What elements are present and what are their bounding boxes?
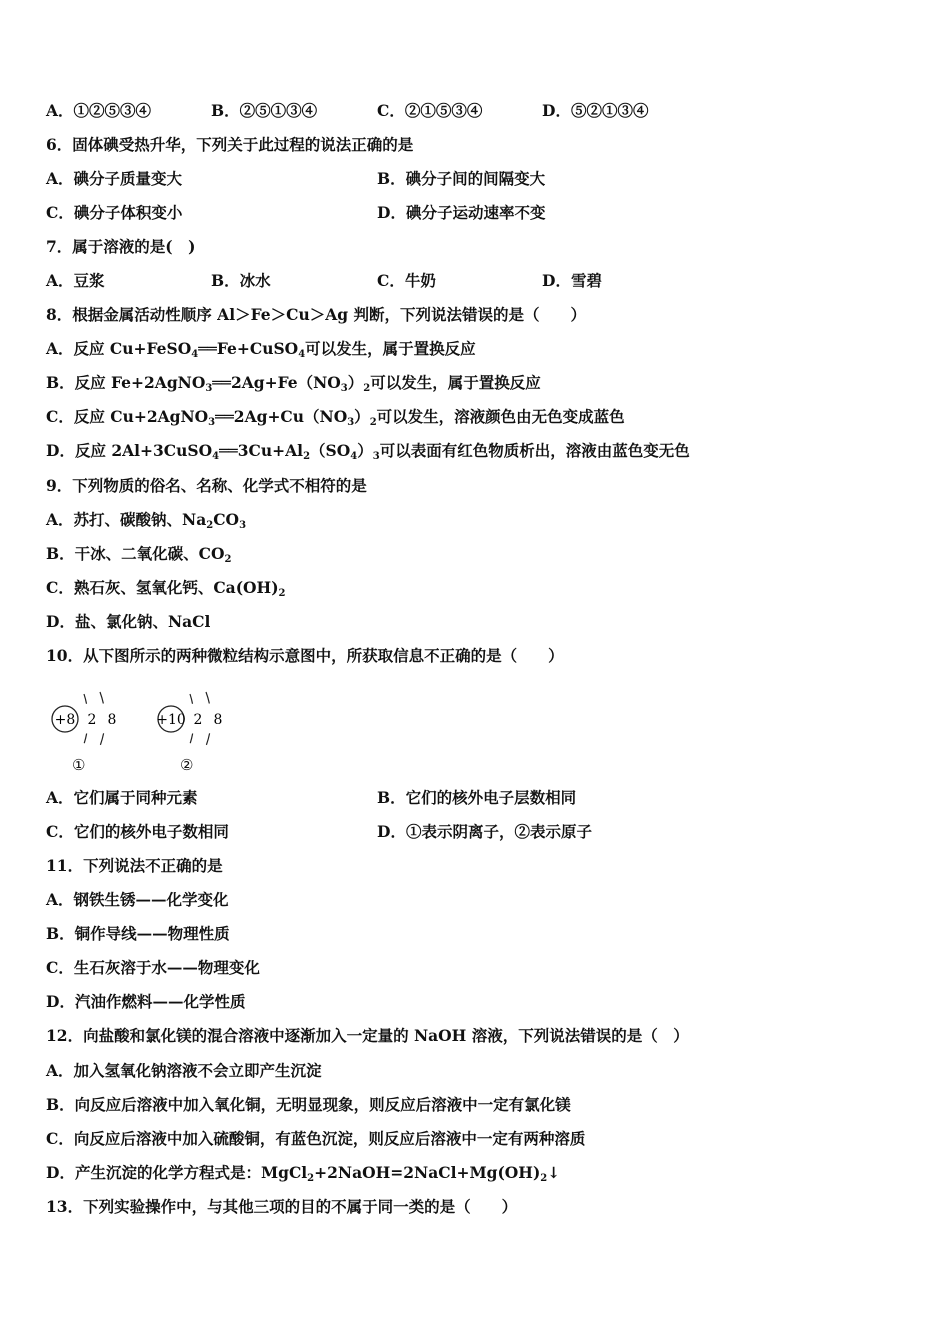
atom1-shell1: 2 — [87, 712, 97, 728]
q11-stem: 11．下列说法不正确的是 — [46, 856, 223, 875]
q7-option-a: A．豆浆 — [46, 271, 105, 290]
q10-option-c: C．它们的核外电子数相同 — [46, 822, 229, 841]
q8-option-c: C．反应 $Cu+2AgNO_3══2Ag+Cu(NO_3)_2$可以发生，溶液颜色由无色变成蓝色 — [46, 407, 625, 428]
atom1-shell2: 8 — [107, 712, 117, 728]
q10-option-b: B．它们的核外电子层数相同 — [377, 788, 577, 807]
q7-option-c: C．牛奶 — [377, 271, 436, 290]
q12-option-a: A．加入氢氧化钠溶液不会立即产生沉淀 — [46, 1061, 322, 1080]
q7-option-d: D．雪碧 — [542, 271, 602, 290]
q9-option-b: B．干冰、二氧化碳、$CO_2$ — [46, 544, 232, 565]
q8-stem: 8．根据金属活动性顺序 Al＞Fe＞Cu＞Ag 判断，下列说法错误的是（ ） — [46, 305, 586, 324]
q9-option-d: D．盐、氯化钠、NaCl — [46, 612, 211, 631]
q12-option-d: D．产生沉淀的化学方程式是：$MgCl_2+2NaOH=2NaCl+Mg(OH)_2↓$ — [46, 1163, 561, 1184]
q6-option-b: B．碘分子间的间隔变大 — [377, 169, 546, 188]
atom2-label: ② — [180, 756, 194, 774]
q10-stem: 10．从下图所示的两种微粒结构示意图中，所获取信息不正确的是（ ） — [46, 646, 564, 665]
atom2-shell1: 2 — [193, 712, 203, 728]
q12-option-b: B．向反应后溶液中加入氧化铜，无明显现象，则反应后溶液中一定有氯化镁 — [46, 1095, 571, 1114]
q6-option-a: A．碘分子质量变大 — [46, 169, 183, 188]
q9-option-c: C．熟石灰、氢氧化钙、$Ca(OH)_2$ — [46, 578, 286, 599]
q12-stem: 12．向盐酸和氯化镁的混合溶液中逐渐加入一定量的 NaOH 溶液，下列说法错误的是（ ） — [46, 1026, 689, 1045]
atom1-nucleus: +8 — [54, 712, 76, 728]
q10-option-a: A．它们属于同种元素 — [46, 788, 198, 807]
q6-option-d: D．碘分子运动速率不变 — [377, 203, 546, 222]
q11-option-d: D．汽油作燃料——化学性质 — [46, 992, 246, 1011]
q5-option-b: B．②⑤①③④ — [211, 101, 318, 120]
q12-option-c: C．向反应后溶液中加入硫酸铜，有蓝色沉淀，则反应后溶液中一定有两种溶质 — [46, 1129, 586, 1148]
q7-option-b: B．冰水 — [211, 271, 271, 290]
q8-option-a: A．反应 Cu+FeSO$_4$══Fe+CuSO$_4$可以发生，属于置换反应 — [46, 339, 476, 360]
q8-option-d: D．反应 $2Al+3CuSO_4══3Cu+Al_2(SO_4)_3$可以表面有红色物质析出，溶液由蓝色变无色 — [46, 441, 690, 462]
atom2-shell2: 8 — [213, 712, 223, 728]
q6-option-c: C．碘分子体积变小 — [46, 203, 183, 222]
q5-option-d: D．⑤②①③④ — [542, 101, 649, 120]
q11-option-c: C．生石灰溶于水——物理变化 — [46, 958, 260, 977]
q7-stem: 7．属于溶液的是( ) — [46, 237, 196, 256]
atom-diagram-2 — [154, 690, 234, 754]
q11-option-b: B．铜作导线——物理性质 — [46, 924, 230, 943]
q5-option-c: C．②①⑤③④ — [377, 101, 483, 120]
q13-stem: 13．下列实验操作中，与其他三项的目的不属于同一类的是（ ） — [46, 1197, 518, 1216]
q10-option-d: D．①表示阴离子，②表示原子 — [377, 822, 592, 841]
q8-option-b: B．反应 $Fe+2AgNO_3══2Ag+Fe(NO_3)_2$可以发生，属于置换反应 — [46, 373, 541, 394]
q5-option-a: A．①②⑤③④ — [46, 101, 152, 120]
q9-stem: 9．下列物质的俗名、名称、化学式不相符的是 — [46, 476, 367, 495]
atom1-label: ① — [72, 756, 86, 774]
atom2-nucleus: +10 — [156, 712, 186, 728]
atom-diagram-1 — [48, 690, 128, 754]
q6-stem: 6．固体碘受热升华，下列关于此过程的说法正确的是 — [46, 135, 414, 154]
q11-option-a: A．钢铁生锈——化学变化 — [46, 890, 229, 909]
q9-option-a: A．苏打、碳酸钠、$Na_2CO_3$ — [46, 510, 247, 531]
